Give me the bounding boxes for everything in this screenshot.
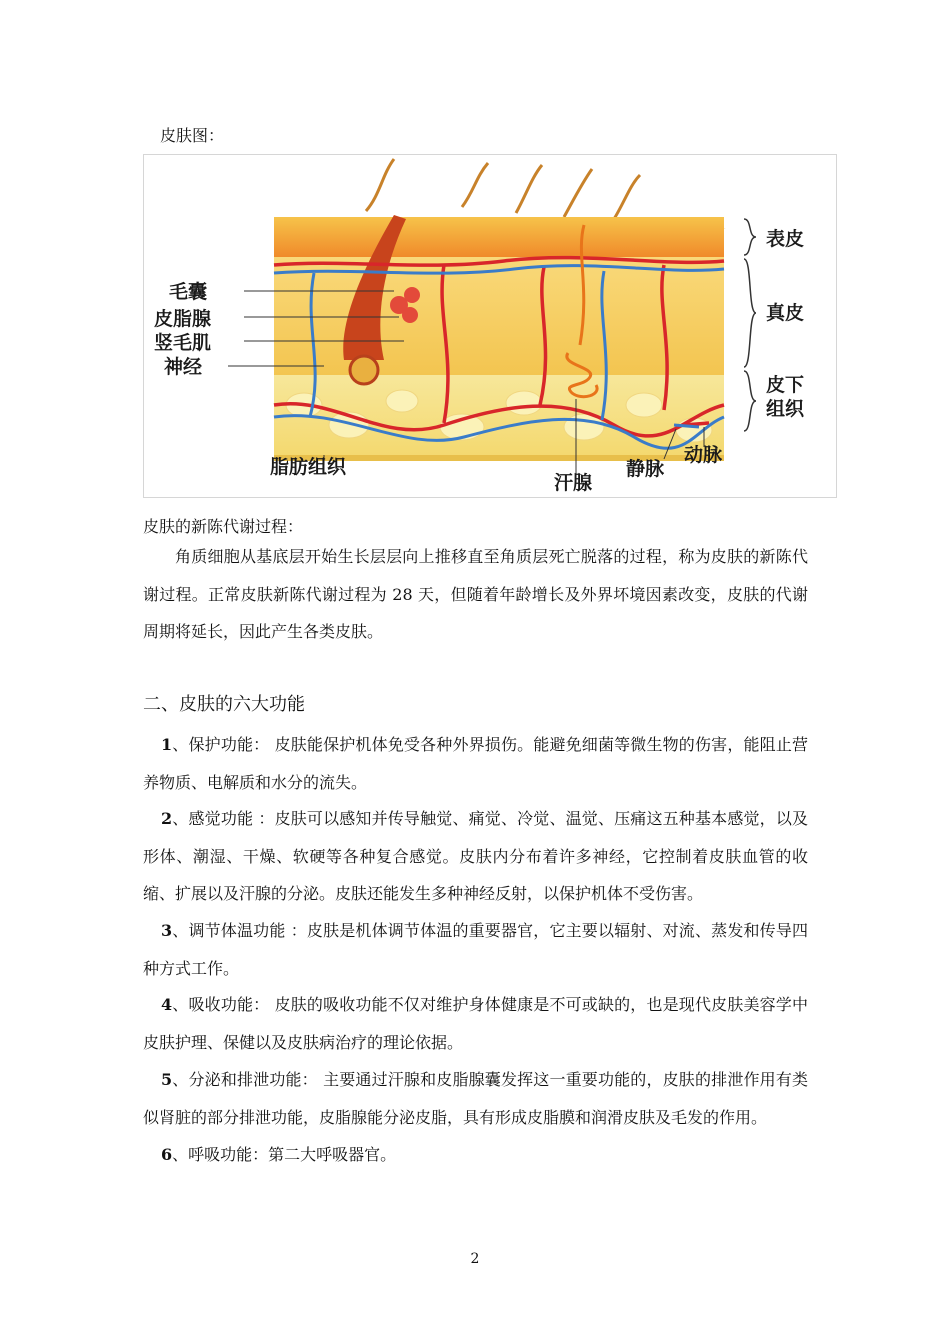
function-item-1: 1、保护功能： 皮肤能保护机体免受各种外界损伤。能避免细菌等微生物的伤害，能阻止营养物质、电解质和水分的流失。 — [143, 735, 808, 792]
label-subcutaneous-1: 皮下 — [766, 374, 805, 396]
label-fat-tissue: 脂肪组织 — [270, 456, 347, 478]
label-hair-follicle: 毛囊 — [169, 281, 208, 303]
hair-strands — [366, 159, 640, 219]
label-nerve: 神经 — [164, 356, 203, 378]
label-sebaceous-gland: 皮脂腺 — [154, 308, 212, 330]
label-subcutaneous-2: 组织 — [766, 398, 805, 420]
metabolism-text: 角质细胞从基底层开始生长层层向上推移直至角质层死亡脱落的过程，称为皮肤的新陈代谢过程。正常皮肤新陈代谢过程为 28 天，但随着年龄增长及外界坏境因素改变，皮肤的代谢周期将延长，因此产生各类皮肤。 — [143, 547, 808, 641]
metabolism-paragraph — [143, 538, 808, 651]
page-number: 2 — [470, 1251, 480, 1267]
skin-diagram — [143, 154, 837, 498]
dermis-layer — [274, 257, 724, 375]
function-item-3: 3、调节体温功能 ：皮肤是机体调节体温的重要器官，它主要以辐射、对流、蒸发和传导四种方式工作。 — [143, 921, 808, 978]
label-vein: 静脉 — [626, 458, 665, 480]
skin-cross-section-illustration — [144, 155, 838, 499]
epidermis-layer — [274, 217, 724, 257]
figure-caption: 皮肤图： — [160, 126, 225, 145]
label-arrector-pili: 竖毛肌 — [154, 332, 212, 354]
section-metabolism-title: 皮肤的新陈代谢过程： — [143, 517, 304, 536]
layer-brackets — [744, 219, 756, 431]
label-sweat-gland: 汗腺 — [554, 472, 593, 494]
function-item-5: 5、分泌和排泄功能： 主要通过汗腺和皮脂腺囊发挥这一重要功能的，皮肤的排泄作用有类似肾脏的部分排泄功能，皮脂腺能分泌皮脂，具有形成皮脂膜和润滑皮肤及毛发的作用。 — [143, 1070, 808, 1127]
function-item-2: 2、感觉功能 ：皮肤可以感知并传导触觉、痛觉、冷觉、温觉、压痛这五种基本感觉，以及形体、潮湿、干燥、软硬等各种复合感觉。皮肤内分布着许多神经，它控制着皮肤血管的收缩、扩展以及汗腺的分泌。皮肤还能发生多种神经反射，以保护机体不受伤害。 — [143, 809, 808, 903]
function-item-6: 6、呼吸功能：第二大呼吸器官。 — [161, 1145, 397, 1164]
label-dermis: 真皮 — [766, 302, 805, 324]
label-artery: 动脉 — [684, 444, 723, 466]
section-functions-title: 二、皮肤的六大功能 — [143, 694, 305, 715]
function-item-4: 4、吸收功能： 皮肤的吸收功能不仅对维护身体健康是不可或缺的，也是现代皮肤美容学中皮肤护理、保健以及皮肤病治疗的理论依据。 — [143, 995, 808, 1052]
label-epidermis: 表皮 — [766, 228, 805, 250]
